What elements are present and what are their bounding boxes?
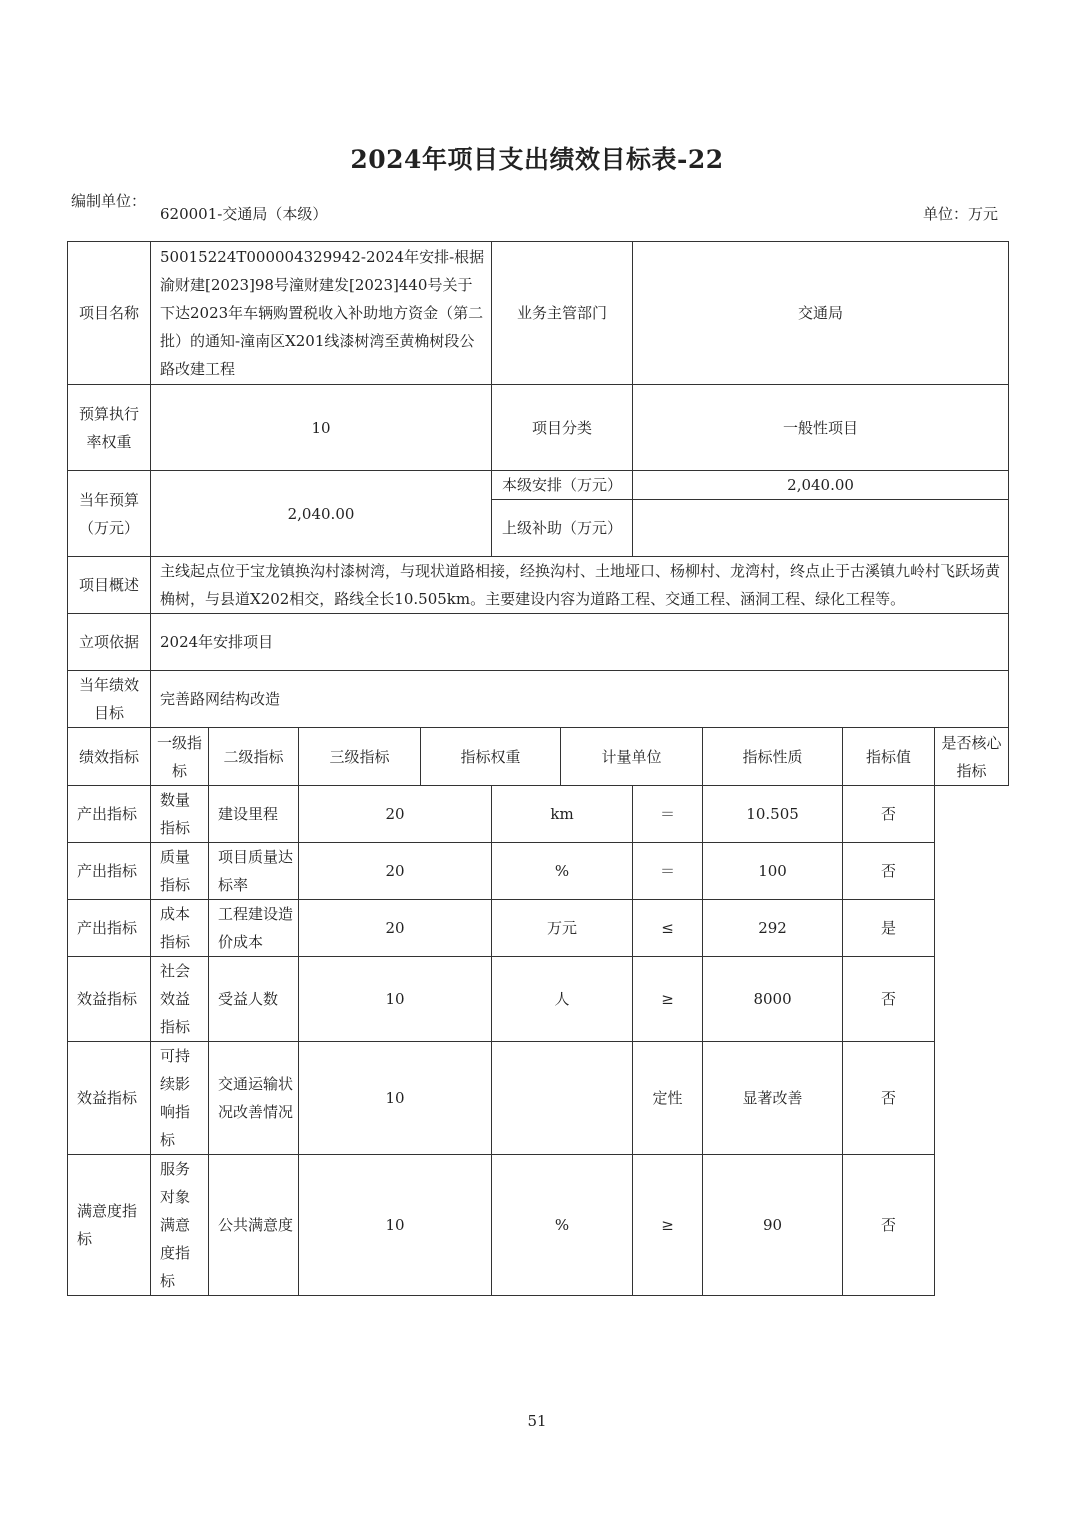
table-row (68, 900, 1009, 957)
table-cell: 产出指标 (68, 900, 151, 957)
table-cell: 292 (703, 900, 843, 957)
performance-table (67, 241, 1009, 1296)
table-cell: 10.505 (703, 786, 843, 843)
weight-label: 预算执行率权重 (68, 385, 151, 471)
weight-value: 10 (151, 385, 492, 471)
page-title: 2024年项目支出绩效目标表-22 (350, 145, 724, 174)
indicators-label: 绩效指标 (68, 728, 151, 786)
table-row (68, 786, 1009, 843)
table-cell: 否 (843, 786, 935, 843)
table-cell: 90 (703, 1155, 843, 1296)
budget-value: 2,040.00 (151, 471, 492, 557)
table-cell: 服务对象满意度指标 (151, 1155, 209, 1296)
header-cell: 指标权重 (421, 728, 561, 786)
indicator-header-row (68, 728, 1009, 786)
local-value: 2,040.00 (633, 471, 1009, 500)
table-cell: 万元 (492, 900, 633, 957)
table-cell: 10 (299, 1042, 492, 1155)
table-cell: 产出指标 (68, 786, 151, 843)
table-cell: 100 (703, 843, 843, 900)
table-cell: ＝ (633, 786, 703, 843)
table-cell: ≤ (633, 900, 703, 957)
table-row (68, 1042, 1009, 1155)
table-cell: 20 (299, 843, 492, 900)
table-cell: 8000 (703, 957, 843, 1042)
table-row (68, 957, 1009, 1042)
page-number: 51 (527, 1412, 547, 1430)
table-cell: km (492, 786, 633, 843)
table-cell: ≥ (633, 957, 703, 1042)
header-cell: 指标性质 (703, 728, 843, 786)
overview-value: 主线起点位于宝龙镇换沟村漆树湾，与现状道路相接，经换沟村、土地垭口、杨柳村、龙湾村，终点止于古溪镇九岭村飞跃场黄桷树，与县道X202相交，路线全长10.505km。主要建设内容为道路工程、交通工程、涵洞工程、绿化工程等。 (151, 557, 1009, 614)
table-cell: 效益指标 (68, 1042, 151, 1155)
table-cell: 否 (843, 1155, 935, 1296)
table-cell: 建设里程 (209, 786, 299, 843)
table-cell: 质量指标 (151, 843, 209, 900)
table-row (68, 843, 1009, 900)
basis-label: 立项依据 (68, 614, 151, 671)
header-cell: 是否核心指标 (935, 728, 1009, 786)
table-cell: 否 (843, 843, 935, 900)
table-cell: 效益指标 (68, 957, 151, 1042)
basis-value: 2024年安排项目 (151, 614, 1009, 671)
table-cell: 成本指标 (151, 900, 209, 957)
table-cell: 数量指标 (151, 786, 209, 843)
dept-value: 交通局 (633, 242, 1009, 385)
table-cell: 工程建设造价成本 (209, 900, 299, 957)
table-cell: 项目质量达标率 (209, 843, 299, 900)
header-cell: 二级指标 (209, 728, 299, 786)
dept-label: 业务主管部门 (492, 242, 633, 385)
header-cell: 指标值 (843, 728, 935, 786)
table-cell: 交通运输状况改善情况 (209, 1042, 299, 1155)
upper-label: 上级补助（万元） (492, 500, 633, 557)
table-row (68, 1155, 1009, 1296)
table-cell: 10 (299, 957, 492, 1042)
table-cell: 人 (492, 957, 633, 1042)
project-name: 50015224T000004329942-2024年安排-根据渝财建[2023]98号潼财建发[2023]440号关于下达2023年车辆购置税收入补助地方资金（第二批）的通知-潼南区X201线漆树湾至黄桷树段公路改建工程 (151, 242, 492, 385)
project-name-label: 项目名称 (68, 242, 151, 385)
table-cell: ＝ (633, 843, 703, 900)
table-cell: 是 (843, 900, 935, 957)
category-value: 一般性项目 (633, 385, 1009, 471)
budget-label: 当年预算（万元） (68, 471, 151, 557)
table-cell: 否 (843, 957, 935, 1042)
upper-value (633, 500, 1009, 557)
table-cell: 20 (299, 900, 492, 957)
table-cell: 满意度指标 (68, 1155, 151, 1296)
table-cell: 20 (299, 786, 492, 843)
header-cell: 计量单位 (561, 728, 703, 786)
table-cell: ≥ (633, 1155, 703, 1296)
header-cell: 一级指标 (151, 728, 209, 786)
local-label: 本级安排（万元） (492, 471, 633, 500)
table-cell: 产出指标 (68, 843, 151, 900)
goal-label: 当年绩效目标 (68, 671, 151, 728)
table-cell (492, 1042, 633, 1155)
table-cell: % (492, 1155, 633, 1296)
org-value: 620001-交通局（本级） (160, 205, 328, 223)
unit-label: 单位：万元 (922, 205, 998, 223)
table-cell: 公共满意度 (209, 1155, 299, 1296)
table-cell: % (492, 843, 633, 900)
category-label: 项目分类 (492, 385, 633, 471)
table-cell: 社会效益指标 (151, 957, 209, 1042)
table-cell: 定性 (633, 1042, 703, 1155)
table-cell: 可持续影响指标 (151, 1042, 209, 1155)
table-cell: 否 (843, 1042, 935, 1155)
table-cell: 显著改善 (703, 1042, 843, 1155)
goal-value: 完善路网结构改造 (151, 671, 1009, 728)
overview-label: 项目概述 (68, 557, 151, 614)
table-cell: 受益人数 (209, 957, 299, 1042)
org-label: 编制单位： (70, 192, 146, 210)
table-cell: 10 (299, 1155, 492, 1296)
header-cell: 三级指标 (299, 728, 421, 786)
